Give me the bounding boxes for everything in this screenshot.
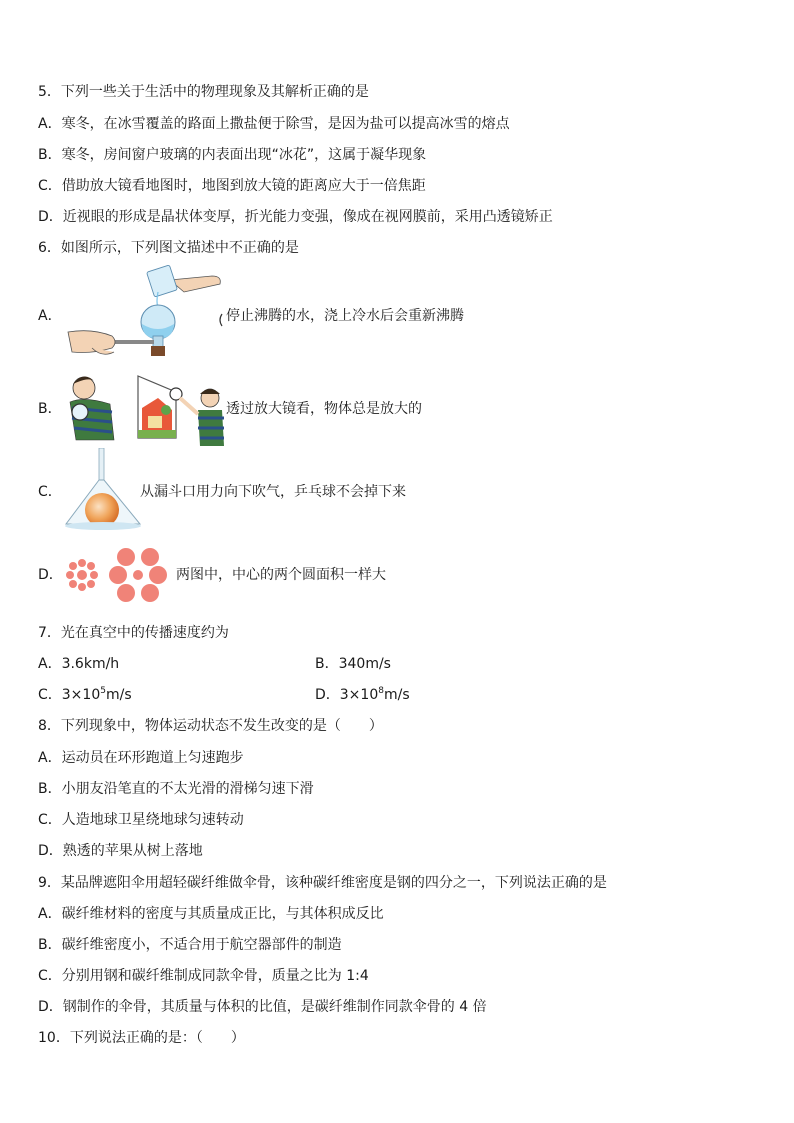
q9-option-d: D．钢制作的伞骨，其质量与体积的比值，是碳纤维制作同款伞骨的 4 倍 bbox=[38, 999, 487, 1015]
funnel-ball-illustration bbox=[62, 448, 146, 534]
q8-stem: 8．下列现象中，物体运动状态不发生改变的是（ ） bbox=[38, 718, 383, 734]
q7-stem: 7．光在真空中的传播速度约为 bbox=[38, 625, 229, 641]
q6-option-d-label: D． bbox=[38, 567, 63, 583]
q7-option-d: D．$3\times 10^8m/s$ bbox=[315, 686, 410, 703]
q5-stem: 5．下列一些关于生活中的物理现象及其解析正确的是 bbox=[38, 84, 369, 100]
q10-stem: 10．下列说法正确的是：（ ） bbox=[38, 1030, 245, 1046]
circle-illusion-illustration bbox=[62, 542, 178, 608]
q8-option-c: C．人造地球卫星绕地球匀速转动 bbox=[38, 812, 244, 828]
magnifier-illustration bbox=[62, 368, 228, 448]
q6-option-c-label: C． bbox=[38, 484, 62, 500]
q6-option-b-text: 透过放大镜看，物体总是放大的 bbox=[226, 401, 422, 417]
q7-option-b: B．340m/s bbox=[315, 656, 391, 672]
q9-option-c: C．分别用钢和碳纤维制成同款伞骨，质量之比为 1:4 bbox=[38, 968, 369, 984]
q6-option-d-text: 两图中，中心的两个圆面积一样大 bbox=[176, 567, 386, 583]
q5-option-c: C．借助放大镜看地图时，地图到放大镜的距离应大于一倍焦距 bbox=[38, 178, 426, 194]
q5-option-b: B．寒冬，房间窗户玻璃的内表面出现“冰花”，这属于凝华现象 bbox=[38, 147, 427, 163]
q9-option-b: B．碳纤维密度小，不适合用于航空器部件的制造 bbox=[38, 937, 342, 953]
q6-option-c-text: 从漏斗口用力向下吹气，乒乓球不会掉下来 bbox=[140, 484, 406, 500]
q6-option-b-label: B． bbox=[38, 401, 62, 417]
q5-option-d: D．近视眼的形成是晶状体变厚，折光能力变强，像成在视网膜前，采用凸透镜矫正 bbox=[38, 209, 553, 225]
q8-option-b: B．小朋友沿笔直的不太光滑的滑梯匀速下滑 bbox=[38, 781, 314, 797]
boiling-flask-illustration bbox=[62, 262, 228, 362]
q6-option-a-label: A． bbox=[38, 308, 62, 324]
q6-stem: 6．如图所示，下列图文描述中不正确的是 bbox=[38, 240, 299, 256]
q7-option-a: A．3.6km/h bbox=[38, 656, 120, 672]
q5-option-a: A．寒冬，在冰雪覆盖的路面上撒盐便于除雪，是因为盐可以提高冰雪的熔点 bbox=[38, 116, 510, 132]
q8-option-a: A．运动员在环形跑道上匀速跑步 bbox=[38, 750, 244, 766]
q7-option-c: C．$3\times 10^5m/s$ bbox=[38, 686, 132, 703]
q8-option-d: D．熟透的苹果从树上落地 bbox=[38, 843, 203, 859]
q9-stem: 9．某品牌遮阳伞用超轻碳纤维做伞骨，该种碳纤维密度是钢的四分之一，下列说法正确的是 bbox=[38, 875, 607, 891]
q6-option-a-text: 停止沸腾的水，浇上冷水后会重新沸腾 bbox=[226, 308, 464, 324]
q9-option-a: A．碳纤维材料的密度与其质量成正比，与其体积成反比 bbox=[38, 906, 384, 922]
